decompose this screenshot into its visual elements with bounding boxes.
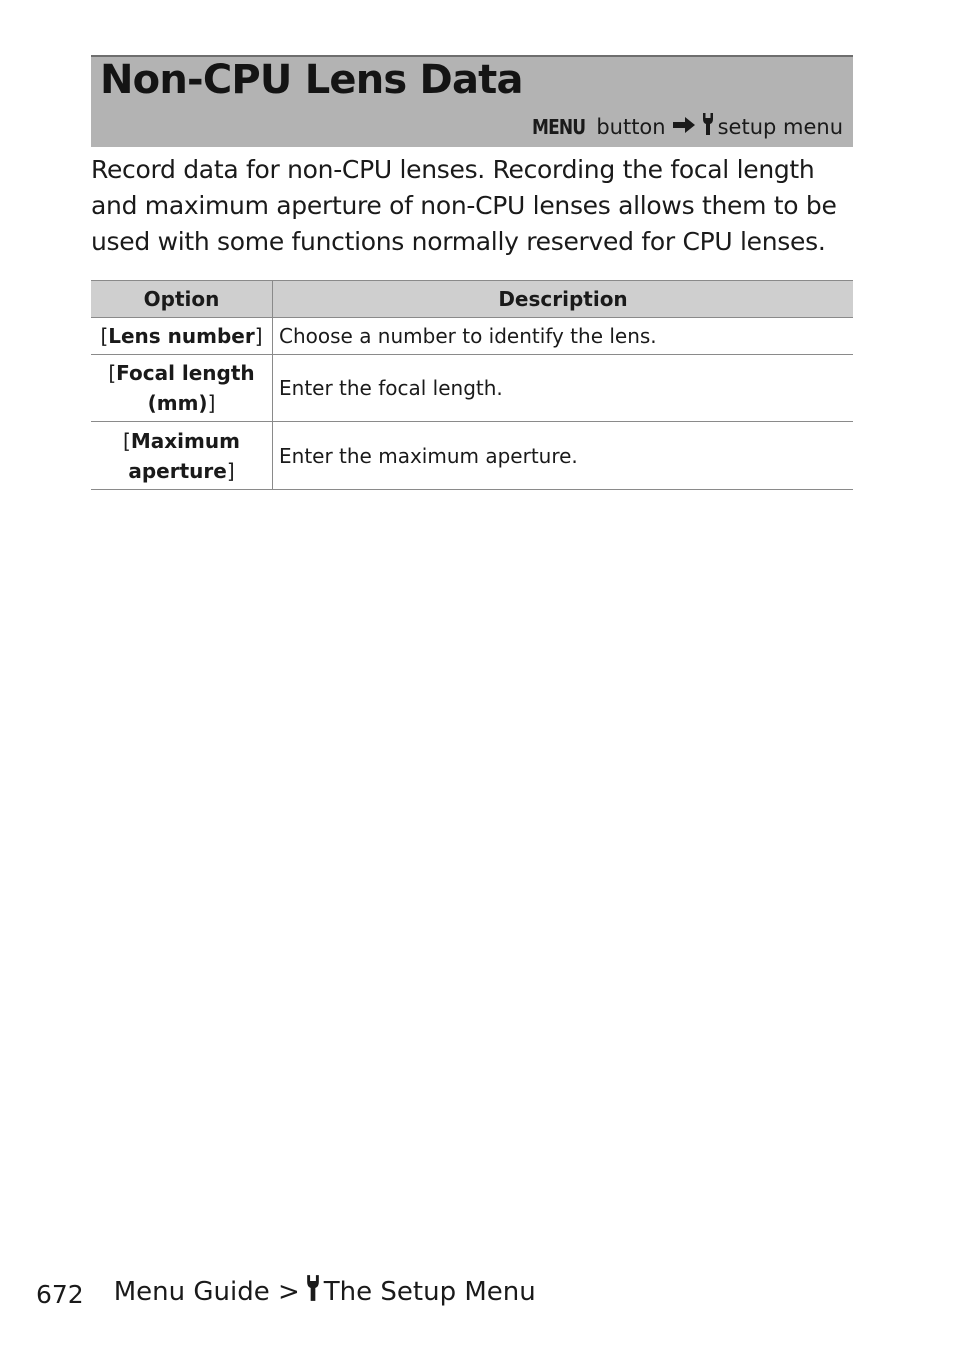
wrench-icon (306, 1274, 320, 1309)
intro-paragraph: Record data for non-CPU lenses. Recording the focal length and maximum aperture of non-CPU lenses allows them to be used with some functions normally reserved for CPU lenses. (91, 155, 837, 256)
options-table (91, 280, 853, 490)
menu-path (532, 112, 843, 141)
wrench-icon (702, 112, 714, 141)
option-name: Lens number (108, 324, 255, 348)
page-footer (36, 1274, 536, 1309)
menu-path-button-label: button (596, 114, 666, 139)
table-row (91, 318, 853, 355)
option-name: Focal length (mm) (116, 361, 255, 415)
option-name: Maximum aperture (128, 428, 240, 483)
right-arrow-icon (672, 115, 696, 139)
table-row (91, 355, 853, 422)
breadcrumb-section[interactable]: The Setup Menu (323, 1276, 536, 1307)
column-header-description: Description (273, 281, 854, 318)
description-cell: Enter the maximum aperture. (273, 422, 854, 490)
breadcrumb-prefix[interactable]: Menu Guide > (113, 1276, 300, 1307)
column-header-option: Option (91, 281, 273, 318)
description-cell: Choose a number to identify the lens. (273, 318, 854, 355)
menu-path-menu-label: setup menu (717, 114, 843, 139)
page-title: Non-CPU Lens Data (100, 57, 523, 103)
menu-button-icon: MENU (531, 114, 585, 139)
table-header-row (91, 281, 853, 318)
option-cell: [Lens number] (91, 318, 273, 355)
table-row (91, 422, 853, 490)
page-number: 672 (36, 1280, 84, 1309)
option-cell: [Focal length (mm)] (91, 355, 273, 422)
description-cell: Enter the focal length. (273, 355, 854, 422)
option-cell: [Maximum aperture] (91, 422, 273, 490)
title-bar (91, 55, 853, 147)
